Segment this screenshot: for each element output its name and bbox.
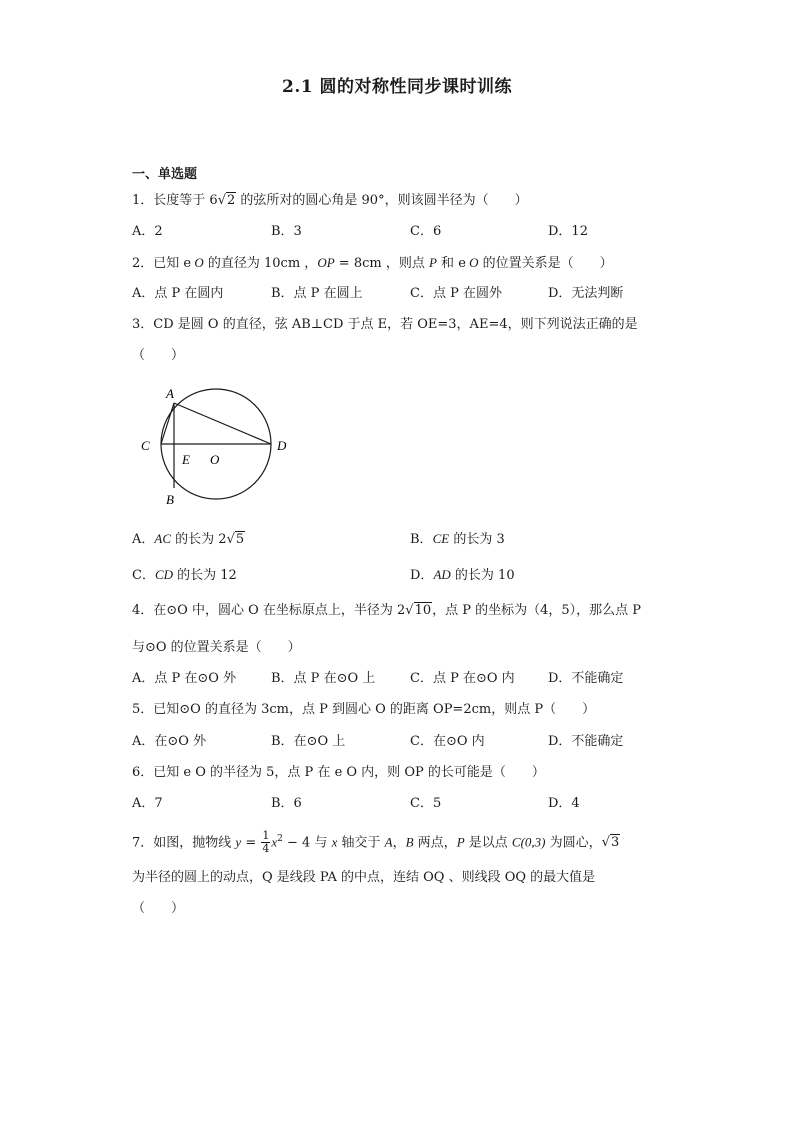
q3-option-a: A．AC 的长为 2√5	[132, 531, 245, 547]
q3-option-b: B．CE 的长为 3	[410, 531, 505, 547]
segment-ac	[161, 403, 174, 444]
question-2: 2．已知 e O 的直径为 10cm ，OP = 8cm ，则点 P 和 e O 的位置关系是（ ）	[132, 255, 613, 271]
label-b: B	[166, 492, 174, 507]
sqrt-symbol: √5	[226, 532, 245, 547]
label-d: D	[277, 438, 287, 453]
q5-option-d: D．不能确定	[548, 734, 624, 749]
sqrt-symbol: √3	[601, 835, 620, 851]
q4-option-b: B．点 P 在⊙O 上	[271, 671, 376, 686]
q5-option-b: B．在⊙O 上	[271, 734, 346, 749]
question-4-line2: 与⊙O 的位置关系是（ ）	[132, 640, 301, 655]
q1-option-c: C．6	[410, 224, 442, 239]
sqrt-symbol: √10	[405, 603, 432, 618]
question-7-line2: 为半径的圆上的动点，Q 是线段 PA 的中点，连结 OQ 、则线段 OQ 的最大值是	[132, 870, 596, 885]
q4-option-a: A．点 P 在⊙O 外	[132, 671, 237, 686]
q4-option-d: D．不能确定	[548, 671, 624, 686]
page-title: 2.1 圆的对称性同步课时训练	[282, 77, 512, 97]
q1-option-d: D．12	[548, 224, 588, 239]
label-o: O	[210, 452, 220, 467]
question-3: 3．CD 是圆 O 的直径，弦 AB⊥CD 于点 E，若 OE=3，AE=4，则下列说法正确的是	[132, 317, 638, 332]
q4-option-c: C．点 P 在⊙O 内	[410, 671, 515, 686]
label-c: C	[141, 438, 150, 453]
question-7: 7．如图，抛物线 y = $\frac{1}{4}$ $x^2 - 4$ 与 x 轴交于 A，B 两点，P 是以点 C(0,3) 为圆心，√3	[132, 829, 620, 856]
q6-option-c: C．5	[410, 796, 442, 811]
q2-option-b: B．点 P 在圆上	[271, 286, 363, 301]
fraction: $\frac{1}{4}$	[262, 829, 270, 856]
q6-option-d: D．4	[548, 796, 580, 811]
question-6: 6．已知 e O 的半径为 5，点 P 在 e O 内，则 OP 的长可能是（ ）	[132, 765, 545, 780]
q6-option-b: B．6	[271, 796, 302, 811]
question-7-paren: （ ）	[132, 901, 185, 916]
q5-option-a: A．在⊙O 外	[132, 734, 207, 749]
question-5: 5．已知⊙O 的直径为 3cm，点 P 到圆心 O 的距离 OP=2cm，则点 P（ ）	[132, 702, 596, 717]
q2-option-d: D．无法判断	[548, 286, 624, 301]
label-e: E	[182, 452, 190, 467]
q2-option-a: A．点 P 在圆内	[132, 286, 224, 301]
q6-option-a: A．7	[132, 796, 163, 811]
q3-option-c: C．CD 的长为 12	[132, 567, 237, 583]
label-a: A	[166, 386, 174, 401]
sqrt-symbol: √2	[217, 193, 236, 208]
question-1: 1．长度等于 6√2 的弦所对的圆心角是 90°，则该圆半径为（ ）	[132, 193, 528, 208]
section-title: 一、单选题	[132, 167, 198, 182]
segment-ad	[174, 403, 271, 444]
q2-option-c: C．点 P 在圆外	[410, 286, 502, 301]
question-3-paren: （ ）	[132, 348, 185, 363]
q1-option-a: A．2	[132, 224, 163, 239]
q1-option-b: B．3	[271, 224, 302, 239]
question-4: 4．在⊙O 中，圆心 O 在坐标原点上，半径为 2√10，点 P 的坐标为（4，5），那么点 P	[132, 603, 642, 618]
q3-option-d: D．AD 的长为 10	[410, 567, 515, 583]
circle-diagram	[136, 380, 296, 510]
q5-option-c: C．在⊙O 内	[410, 734, 485, 749]
